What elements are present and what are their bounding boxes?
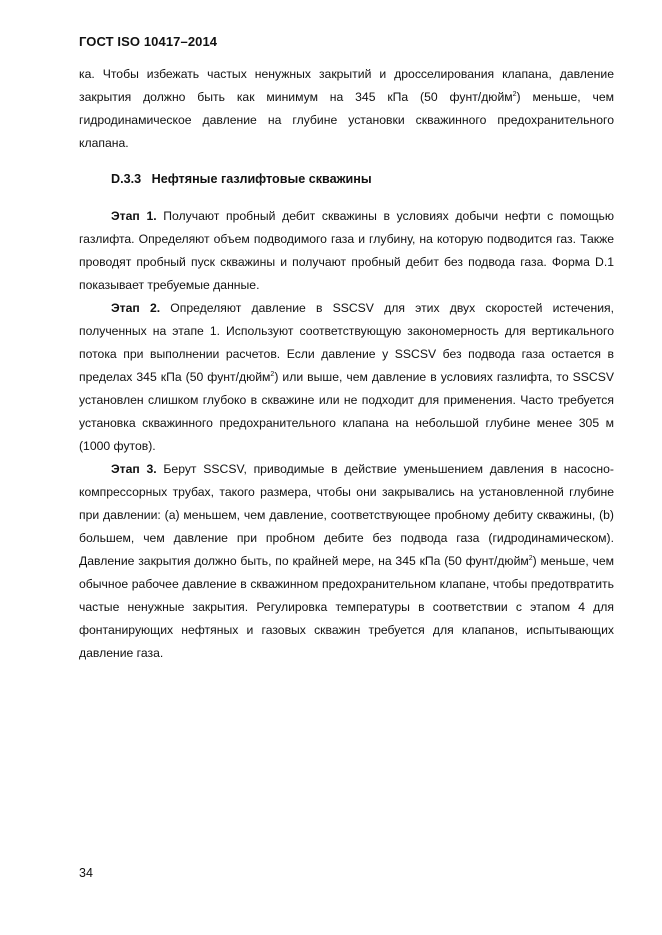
page-number: 34 xyxy=(79,866,93,880)
section-title: Нефтяные газлифтовые скважины xyxy=(151,172,372,186)
stage2-label: Этап 2. xyxy=(111,301,161,315)
section-number: D.3.3 xyxy=(111,172,142,186)
stage3-superscript: 2 xyxy=(528,555,533,562)
section-heading xyxy=(79,168,614,191)
stage3-paragraph xyxy=(79,458,614,665)
stage1-paragraph xyxy=(79,205,614,297)
stage2-paragraph xyxy=(79,297,614,458)
stage3-label: Этап 3. xyxy=(111,462,157,476)
stage2-text-a: Определяют давление в SSCSV для этих двух скоростей истечения, полученных на этапе 1. Используют соответствующую закономерность для вертикального потока при выполнении расчетов. Если давление у SSCSV без подвода газа остается в пределах 345 кПа (50 фунт/дюйм xyxy=(79,301,614,384)
intro-paragraph xyxy=(79,63,614,155)
intro-superscript: 2 xyxy=(512,91,517,98)
stage3-text-b: ) меньше, чем обычное рабочее давление в скважинном предохранительном клапане, чтобы предотвратить частые ненужные закрытия. Регулировка температуры в соответствии с этапом 4 для фонтанирующих нефтяных и газовых скважин требуется для клапанов, испытывающих давление газа. xyxy=(79,554,614,660)
stage1-label: Этап 1. xyxy=(111,209,157,223)
stage2-superscript: 2 xyxy=(270,371,275,378)
intro-text-a: ка. Чтобы избежать частых ненужных закрытий и дросселирования клапана, давление закрытия должно быть как минимум на 345 кПа (50 фунт/дюйм xyxy=(79,67,614,104)
page-body xyxy=(79,63,614,665)
stage2-text-b: ) или выше, чем давление в условиях газлифта, то SSCSV установлен слишком глубоко в скважине или не подходит для применения. Часто требуется установка скважинного предохранительного клапана на небольшой глубине менее 305 м (1000 футов). xyxy=(79,370,614,453)
intro-text-b: ) меньше, чем гидродинамическое давление на глубине установки скважинного предохранительного клапана. xyxy=(79,90,614,150)
stage3-text-a: Берут SSCSV, приводимые в действие уменьшением давления в насосно-компрессорных трубах, такого размера, чтобы они закрывались на установленной глубине при давлении: (a) меньшем, чем давление, соответствующее пробному дебиту скважины, (b) большем, чем давление при пробном дебите без подвода газа (гидродинамическом). Давление закрытия должно быть, по крайней мере, на 345 кПа (50 фунт/дюйм xyxy=(79,462,614,568)
stage1-text: Получают пробный дебит скважины в условиях добычи нефти с помощью газлифта. Определяют объем подводимого газа и глубину, на которую подводится газ. Также проводят пробный пуск скважины и получают пробный дебит без подвода газа. Форма D.1 показывает требуемые данные. xyxy=(79,209,614,292)
document-header: ГОСТ ISO 10417–2014 xyxy=(79,34,218,49)
